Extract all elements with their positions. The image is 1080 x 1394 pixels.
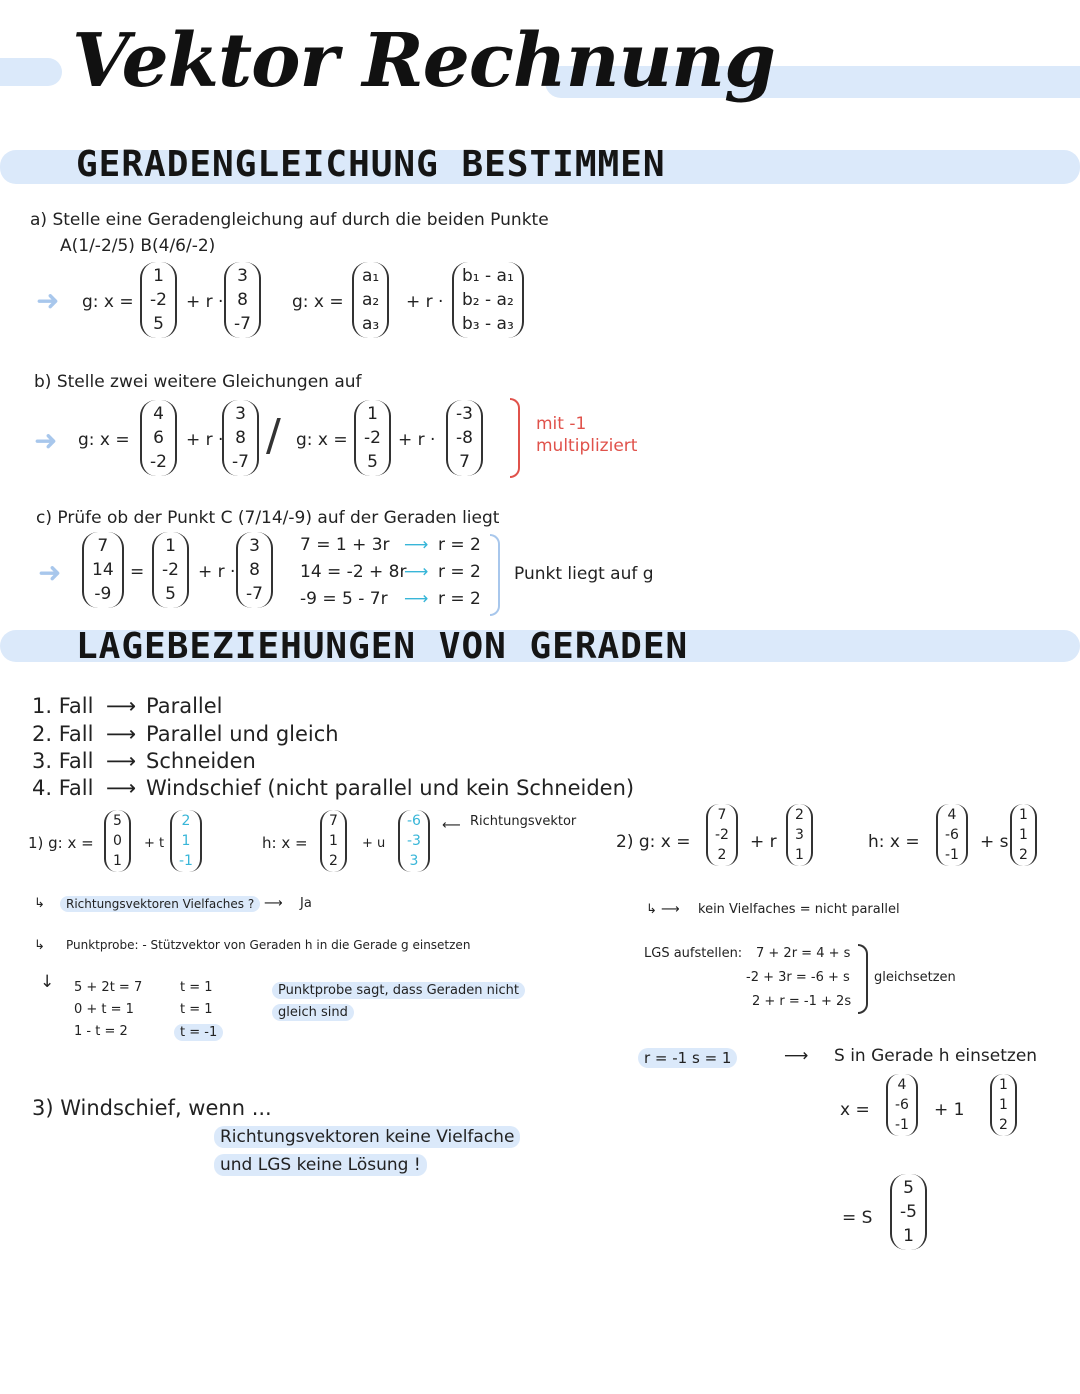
corner-arrow-icon: ↳	[34, 938, 45, 953]
vector-b4: -3 -8 7	[446, 400, 483, 476]
ex2-g-prefix: 2) g: x =	[616, 832, 691, 852]
vector-ex2-x2: 1 1 2	[990, 1074, 1017, 1136]
vector-ex2-h2: 1 1 2	[1010, 804, 1037, 866]
ex2-lgs-2: -2 + 3r = -6 + s	[746, 970, 850, 985]
task-a-points: A(1/-2/5) B(4/6/-2)	[60, 236, 216, 256]
case-3-text: Schneiden	[146, 749, 256, 773]
page-title: Vektor Rechnung	[72, 18, 775, 104]
down-arrow-icon: ↓	[40, 972, 55, 992]
arrow-icon: ⟶	[404, 535, 429, 555]
eq-a-gen-prefix: g: x =	[292, 292, 344, 312]
task-b: b) Stelle zwei weitere Gleichungen auf	[34, 372, 362, 392]
plus-r: + r ·	[198, 562, 236, 582]
bracket	[858, 944, 868, 1014]
ex3-line2: und LGS keine Lösung !	[214, 1154, 427, 1176]
bracket-red	[510, 398, 520, 478]
eq-a-prefix: g: x =	[82, 292, 134, 312]
arrow-icon: ⟶	[106, 776, 137, 800]
c-res-2: r = 2	[438, 562, 481, 582]
x-equals: x =	[840, 1100, 870, 1120]
vector-ex1-h1: 7 1 2	[320, 810, 347, 872]
plus-r: + r ·	[186, 292, 224, 312]
ex1-lhs-1: 5 + 2t = 7	[74, 980, 143, 995]
ex2-lgs-1: 7 + 2r = 4 + s	[756, 946, 851, 961]
vector-a2: 3 8 -7	[224, 262, 261, 338]
corner-arrow-icon: ↳	[34, 896, 45, 911]
vector-ex1-g1: 5 0 1	[104, 810, 131, 872]
ex2-h-prefix: h: x =	[868, 832, 920, 852]
c-res-3: r = 2	[438, 589, 481, 609]
plus-s: + s	[980, 832, 1009, 852]
case-2-label: 2. Fall	[32, 722, 94, 746]
ex1-note-1: Punktprobe sagt, dass Geraden nicht	[272, 982, 525, 999]
vector-ex1-h2: -6 -3 3	[398, 810, 430, 872]
slash-divider: /	[266, 410, 281, 461]
ex1-q2: Punktprobe: - Stützvektor von Geraden h in die Gerade g einsetzen	[66, 938, 471, 952]
case-1-label: 1. Fall	[32, 694, 94, 718]
vector-ex1-g2: 2 1 -1	[170, 810, 202, 872]
c-eq-1: 7 = 1 + 3r	[300, 535, 390, 555]
arrow-icon: ➜	[36, 284, 60, 317]
plus-t: + t	[144, 836, 165, 851]
ex1-g-prefix: 1) g: x =	[28, 834, 94, 852]
ex1-lhs-2: 0 + t = 1	[74, 1002, 134, 1017]
ex1-rhs-2: t = 1	[180, 1002, 213, 1017]
case-1-text: Parallel	[146, 694, 223, 718]
ex1-q1: Richtungsvektoren Vielfaches ?	[60, 896, 260, 912]
task-a: a) Stelle eine Geradengleichung auf durch die beiden Punkte	[30, 210, 549, 230]
vector-b1: 4 6 -2	[140, 400, 177, 476]
plus-r: + r	[750, 832, 777, 852]
plus-u: + u	[362, 836, 386, 851]
equals-s: = S	[842, 1208, 873, 1228]
case-2-text: Parallel und gleich	[146, 722, 339, 746]
plus-r: + r ·	[398, 430, 436, 450]
ex1-rv-label: Richtungsvektor	[470, 814, 577, 829]
task-c: c) Prüfe ob der Punkt C (7/14/-9) auf der Geraden liegt	[36, 508, 500, 528]
ex1-note-2: gleich sind	[272, 1004, 354, 1021]
ex1-rhs-1: t = 1	[180, 980, 213, 995]
arrow-icon: ⟶	[106, 722, 137, 746]
ex2-nv: kein Vielfaches = nicht parallel	[698, 902, 900, 917]
arrow-icon: ⟶	[106, 749, 137, 773]
note-mult1: mit -1	[536, 414, 587, 434]
c-conclusion: Punkt liegt auf g	[514, 564, 654, 584]
vector-ex2-h1: 4 -6 -1	[936, 804, 968, 866]
vector-gen2: b₁ - a₁ b₂ - a₂ b₃ - a₃	[452, 262, 524, 338]
c-res-1: r = 2	[438, 535, 481, 555]
arrow-icon: ➜	[34, 424, 58, 457]
vector-c1: 1 -2 5	[152, 532, 189, 608]
c-eq-2: 14 = -2 + 8r	[300, 562, 407, 582]
plus-one: + 1	[934, 1100, 965, 1120]
vector-ex2-x1: 4 -6 -1	[886, 1074, 918, 1136]
ex2-insert: S in Gerade h einsetzen	[834, 1046, 1038, 1066]
vector-c-point: 7 14 -9	[82, 532, 124, 608]
vector-ex2-g2: 2 3 1	[786, 804, 813, 866]
case-3-label: 3. Fall	[32, 749, 94, 773]
vector-b2: 3 8 -7	[222, 400, 259, 476]
vector-b3: 1 -2 5	[354, 400, 391, 476]
plus-r: + r ·	[406, 292, 444, 312]
ex1-a1: Ja	[300, 896, 312, 911]
section1-heading: GERADENGLEICHUNG BESTIMMEN	[76, 144, 666, 185]
arrow-icon: ⟶	[264, 896, 283, 911]
vector-c2: 3 8 -7	[236, 532, 273, 608]
ex2-lgs-label: LGS aufstellen:	[644, 946, 743, 961]
arrow-icon: ⟶	[404, 562, 429, 582]
case-4-label: 4. Fall	[32, 776, 94, 800]
arrow-icon: ⟶	[106, 694, 137, 718]
bracket-blue	[490, 534, 500, 616]
case-4-text: Windschief (nicht parallel und kein Schneiden)	[146, 776, 635, 800]
section2-heading: LAGEBEZIEHUNGEN VON GERADEN	[76, 626, 689, 667]
arrow-icon: ➜	[38, 556, 62, 589]
plus-r: + r ·	[186, 430, 224, 450]
ex3-label: 3) Windschief, wenn ...	[32, 1096, 272, 1120]
ex2-lgs-3: 2 + r = -1 + 2s	[752, 994, 852, 1009]
eq-b2-prefix: g: x =	[296, 430, 348, 450]
arrow-icon: ⟵	[442, 818, 461, 833]
vector-s: 5 -5 1	[890, 1174, 927, 1250]
corner-arrow-icon: ↳ ⟶	[646, 902, 680, 917]
ex2-gleich: gleichsetzen	[874, 970, 956, 985]
note-mult2: multipliziert	[536, 436, 638, 456]
arrow-icon: ⟶	[784, 1046, 809, 1066]
title-band-left	[0, 58, 62, 86]
ex1-lhs-3: 1 - t = 2	[74, 1024, 128, 1039]
ex1-h-prefix: h: x =	[262, 834, 308, 852]
ex3-line1: Richtungsvektoren keine Vielfache	[214, 1126, 520, 1148]
c-eq-3: -9 = 5 - 7r	[300, 589, 388, 609]
ex1-rhs-3: t = -1	[174, 1024, 223, 1041]
ex2-solution: r = -1 s = 1	[638, 1048, 737, 1068]
eq-b-prefix: g: x =	[78, 430, 130, 450]
vector-ex2-g1: 7 -2 2	[706, 804, 738, 866]
arrow-icon: ⟶	[404, 589, 429, 609]
vector-a1: 1 -2 5	[140, 262, 177, 338]
vector-gen1: a₁ a₂ a₃	[352, 262, 389, 338]
equals: =	[130, 562, 145, 582]
